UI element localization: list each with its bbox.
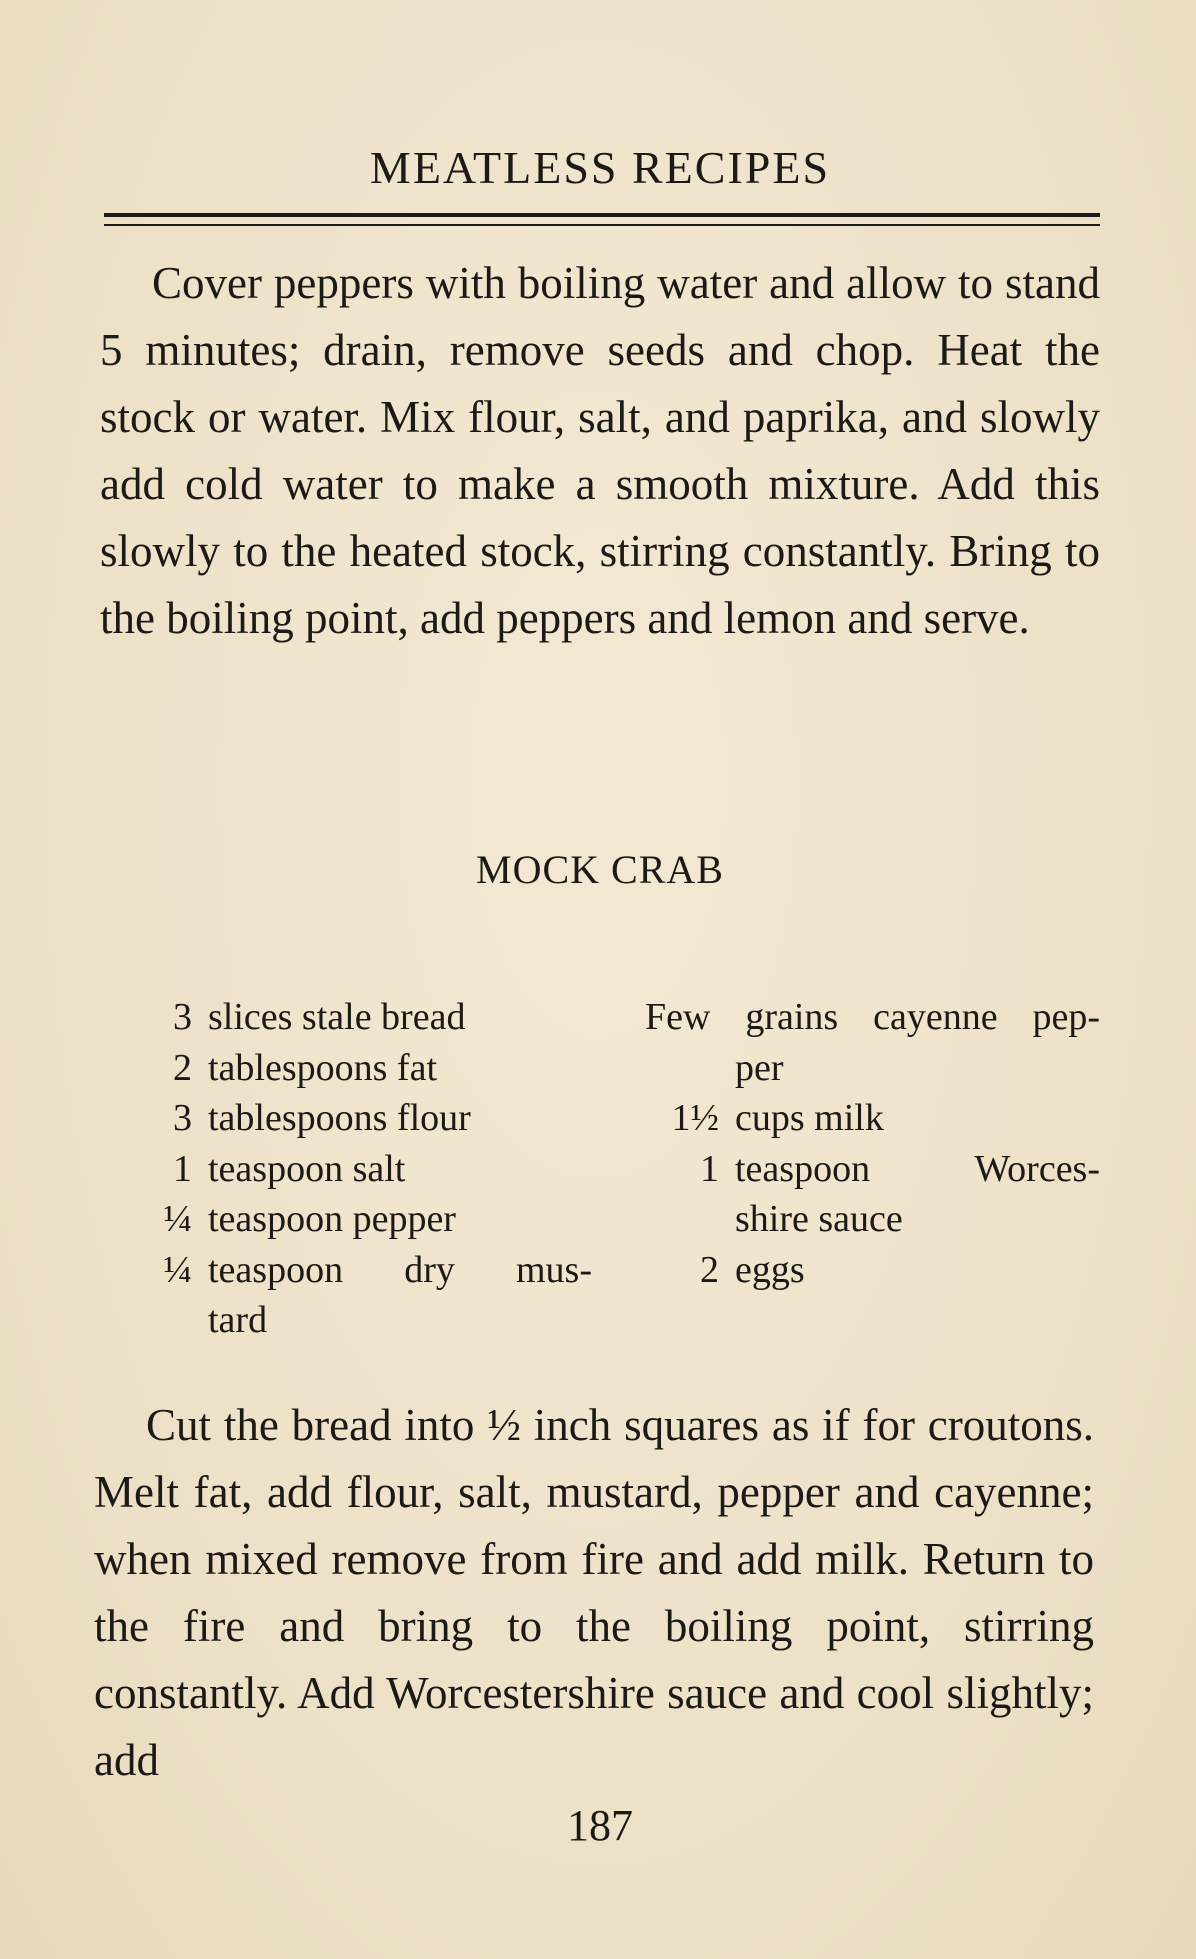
book-page (94, 0, 1100, 1959)
ingredient-continuation: shire sauce (735, 1198, 903, 1240)
ingredient-qty: 2 (173, 1046, 192, 1089)
ingredient-qty: ¼ (163, 1248, 192, 1291)
ingredient-qty: 1 (173, 1147, 192, 1190)
ingredient-item (645, 1144, 1100, 1195)
ingredient-continuation: per (735, 1046, 784, 1089)
ingredient-item (140, 1043, 592, 1094)
body-paragraph-1 (100, 250, 1100, 652)
ingredient-name: teaspoon pepper (208, 1198, 456, 1240)
ingredients-right-column (645, 992, 1100, 1295)
ingredient-qty: 2 (700, 1248, 719, 1291)
ingredient-name: cups milk (735, 1097, 884, 1139)
ingredient-item (645, 1093, 1100, 1144)
recipe-title: MOCK CRAB (476, 847, 724, 892)
ingredient-item (645, 992, 1100, 1043)
ingredient-item (140, 992, 592, 1043)
ingredient-continuation: tard (208, 1299, 268, 1341)
paragraph-text: Cover peppers with boiling water and allow to stand 5 minutes; drain, remove seeds and chop. Heat the stock or water. Mix flour, salt, and paprika, and slowly add cold water to make a smooth mixture. Add this slowly to the heated stock, stirring constantly. Bring to the boiling point, add peppers and lemon and serve. (100, 258, 1100, 643)
ingredient-qty: 3 (173, 996, 192, 1038)
ingredient-name: teaspoon Worces- (735, 1147, 1100, 1190)
header-double-rule (104, 213, 1100, 226)
ingredient-item (140, 1245, 592, 1296)
body-paragraph-2 (94, 1392, 1094, 1794)
paragraph-text: Cut the bread into ½ inch squares as if for croutons. Melt fat, add flour, salt, mustard, pepper and cayenne; when mixed remove from fire and add milk. Return to the fire and bring to the boiling point, stirring constantly. Add Worcestershire sauce and cool slightly; add (94, 1400, 1094, 1785)
ingredient-name: teaspoon dry mus- (208, 1248, 592, 1291)
ingredient-item (140, 1093, 592, 1144)
ingredient-name: Few grains cayenne pep- (645, 996, 1100, 1038)
ingredient-qty: 1½ (671, 1097, 719, 1139)
ingredient-name: teaspoon salt (208, 1147, 406, 1190)
ingredient-qty: 3 (173, 1097, 192, 1139)
ingredient-name: eggs (735, 1248, 805, 1291)
ingredient-item (140, 1144, 592, 1195)
ingredient-item (645, 1245, 1100, 1296)
ingredients-left-column (140, 992, 592, 1346)
ingredient-name: tablespoons flour (208, 1097, 471, 1139)
page-number: 187 (567, 1801, 633, 1850)
ingredient-qty: 1 (700, 1147, 719, 1190)
ingredient-name: tablespoons fat (208, 1046, 438, 1089)
running-head: MEATLESS RECIPES (369, 142, 831, 193)
ingredient-item (140, 1194, 592, 1245)
ingredient-name: slices stale bread (208, 996, 466, 1038)
ingredient-qty: ¼ (163, 1198, 192, 1240)
